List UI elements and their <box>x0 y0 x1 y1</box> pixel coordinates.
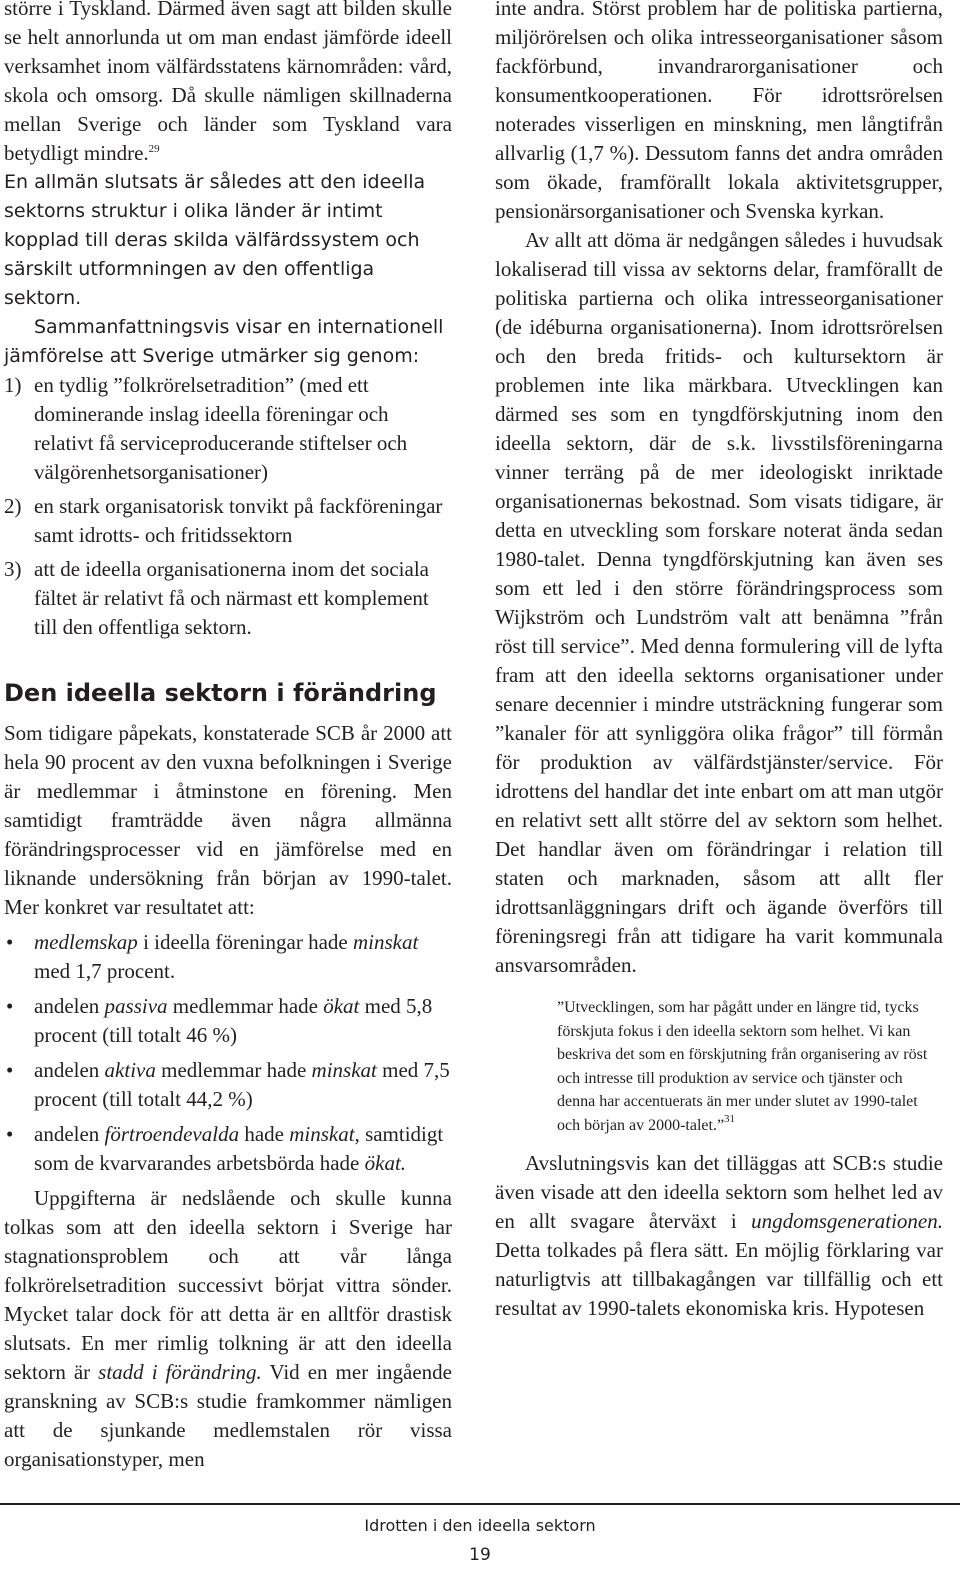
numbered-list <box>4 371 452 642</box>
list-item: • andelen passiva medlemmar hade ökat med 5,8 procent (till totalt 46 %) <box>6 994 433 1047</box>
left-column <box>4 0 452 1474</box>
paragraph: inte andra. Störst problem har de politiska partierna, miljörörelsen och olika intresseorganisationer såsom fackförbund, invandrarorganisationer och konsumentkooperationen. För idrottsrörelsen noterades visserligen en minskning, men långtifrån allvarlig (1,7 %). Dessutom fanns det andra områden som ökade, framförallt lokala aktivitetsgrupper, pensionärsorganisationer och Svenska kyrkan. <box>495 0 943 223</box>
footer-divider <box>0 1503 960 1505</box>
section-heading: Den ideella sektorn i förändring <box>4 679 437 707</box>
paragraph <box>4 0 452 168</box>
paragraph: Avslutningsvis kan det tilläggas att SCB:s studie även visade att den ideella sektorn som helhet led av en allt svagare återväxt i ungdomsgenerationen. Detta tolkades på flera sätt. En möjlig förklaring var naturligtvis att tillbakagången var tillfällig och ett resultat av 1990-talets ekonomiska kris. Hypotesen <box>495 1151 943 1320</box>
bullet-icon: • <box>6 1058 14 1082</box>
list-text: en tydlig ”folkrörelsetradition” (med ett dominerande inslag ideella föreningar och relativt få serviceproducerande stiftelser och välgörenhetsorganisationer) <box>34 373 408 484</box>
paragraph: En allmän slutsats är således att den ideella sektorns struktur i olika länder är intimt kopplad till deras skilda välfärdssystem och särskilt utformningen av den offentliga sektorn. <box>4 171 426 309</box>
paragraph: Av allt att döma är nedgången således i huvudsak lokaliserad till vissa av sektorns delar, framförallt de politiska partierna och olika intresseorganisationer (de idéburna organisationerna). Inom idrottsrörelsen och den breda fritids- och kultursektorn är problemen inte lika märkbara. Utvecklingen kan därmed ses som en tyngdförskjutning inom den ideella sektorn, där de s.k. livsstilsföreningarna vinner terräng på de mer ideologiskt inriktade organisationernas bekostnad. Som visats tidigare, är detta en utveckling som forskare noterat ända sedan 1980-talet. Denna tyngdförskjutning kan även ses som ett led i den större förändringsprocess som Wijkström och Lundström valt att benämna ”från röst till service”. Med denna formulering vill de lyfta fram att den ideella sektorns organisationer under senare decennier i mindre utsträckning fungerar som ”kanaler för att synliggöra olika frågor” till förmån för produktion av välfärdstjänster/service. För idrottens del handlar det inte enbart om att man utgör en relativt sett allt större del av sektorn som helhet. Det handlar även om förändringar i relation till staten och marknaden, såsom att allt fler idrottsanläggningars drift och ägande överförs till föreningsregi från att tidigare ha varit kommunala ansvarsområden. <box>495 228 943 977</box>
right-column <box>495 0 943 1323</box>
bullet-icon: • <box>6 1122 14 1146</box>
list-item <box>4 555 452 642</box>
list-number: 3) <box>4 557 22 581</box>
list-item: • medlemskap i ideella föreningar hade minskat med 1,7 procent. <box>6 930 419 983</box>
footnote-ref: 31 <box>724 1112 736 1125</box>
list-item <box>4 371 452 487</box>
paragraph: Sammanfattningsvis visar en internationell jämförelse att Sverige utmärker sig genom: <box>4 316 444 367</box>
list-text: att de ideella organisationerna inom det sociala fältet är relativt få och närmast ett komplement till den offentliga sektorn. <box>34 557 429 639</box>
bullet-list <box>4 928 452 1178</box>
paragraph-text: större i Tyskland. Därmed även sagt att bilden skulle se helt annorlunda ut om man endast jämförde ideell verksamhet inom välfärdsstatens kärnområden: vård, skola och omsorg. Då skulle nämligen skillnaderna mellan Sverige och länder som Tyskland vara betydligt mindre. <box>4 0 452 165</box>
list-number: 2) <box>4 494 22 518</box>
paragraph: Som tidigare påpekats, konstaterade SCB år 2000 att hela 90 procent av den vuxna befolkningen i Sverige är medlemmar i åtminstone en förening. Men samtidigt framträdde även några allmänna förändringsprocesser vid en jämförelse med en liknande undersökning från början av 1990-talet. Mer konkret var resultatet att: <box>4 721 452 919</box>
paragraph: Uppgifterna är nedslående och skulle kunna tolkas som att den ideella sektorn i Sverige har stagnationsproblem och att vår långa folkrörelsetradition successivt börjat vittra sönder. Mycket talar dock för att detta är en alltför drastisk slutsats. En mer rimlig tolkning är att den ideella sektorn är stadd i förändring. Vid en mer ingående granskning av SCB:s studie framkommer nämligen att de sjunkande medlemstalen rör vissa organisationstyper, men <box>4 1186 452 1471</box>
bullet-icon: • <box>6 930 14 954</box>
list-number: 1) <box>4 373 22 397</box>
running-footer-title: Idrotten i den ideella sektorn <box>364 1516 596 1535</box>
block-quote: ”Utvecklingen, som har pågått under en längre tid, tycks förskjuta fokus i den ideella sektorn som helhet. Vi kan beskriva det som en förskjutning från organisering av röst och intresse till produktion av service och tjänster och denna har accentuerats än mer under slutet av 1990-talet och början av 2000-talet.”$^{31}$ <box>557 999 928 1134</box>
list-item: • andelen förtroendevalda hade minskat, samtidigt som de kvarvarandes arbetsbörda hade ökat. <box>6 1122 444 1175</box>
bullet-icon: • <box>6 994 14 1018</box>
list-item <box>4 492 452 550</box>
page-number: 19 <box>469 1545 491 1565</box>
list-text: en stark organisatorisk tonvikt på fackföreningar samt idrotts- och fritidssektorn <box>34 494 443 547</box>
footnote-ref: 29 <box>148 143 160 155</box>
list-item: • andelen aktiva medlemmar hade minskat med 7,5 procent (till totalt 44,2 %) <box>6 1058 450 1111</box>
